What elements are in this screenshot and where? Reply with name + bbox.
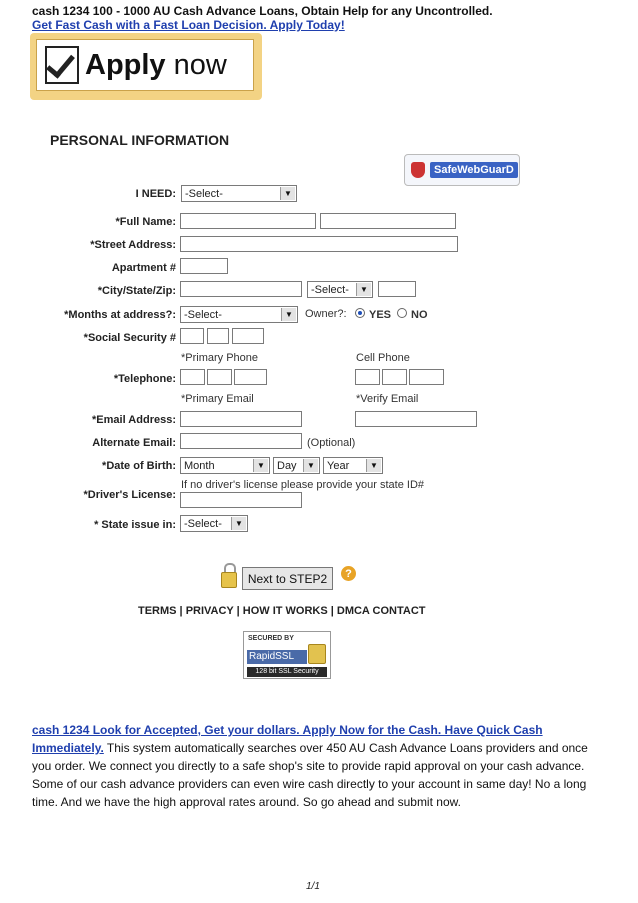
verify-email-input[interactable] (355, 411, 477, 427)
alt-email-input[interactable] (180, 433, 302, 449)
need-select[interactable]: -Select- ▼ (181, 185, 297, 202)
owner-yes-label: YES (369, 309, 392, 321)
ssn-part1-input[interactable] (180, 328, 204, 344)
ssn-label: *Social Security # (83, 332, 176, 344)
months-label: *Months at address?: (64, 309, 176, 321)
telephone-label: *Telephone: (113, 373, 176, 385)
page-number: 1/1 (306, 881, 320, 892)
city-state-zip-label: *City/State/Zip: (97, 285, 176, 297)
license-note: If no driver's license please provide your state ID# (181, 479, 424, 491)
months-select[interactable]: -Select- ▼ (180, 306, 298, 323)
chevron-down-icon: ▼ (253, 459, 268, 472)
street-label: *Street Address: (90, 239, 176, 251)
section-title: PERSONAL INFORMATION (50, 132, 230, 148)
license-input[interactable] (180, 492, 302, 508)
now-word: now (173, 48, 227, 81)
ssn-part3-input[interactable] (232, 328, 264, 344)
owner-label: Owner?: (305, 308, 347, 320)
body-paragraph (32, 721, 606, 811)
dob-month-select[interactable]: Month ▼ (180, 457, 270, 474)
verify-email-hint: *Verify Email (356, 393, 419, 405)
email-label: *Email Address: (92, 414, 176, 426)
primary-phone-prefix-input[interactable] (207, 369, 232, 385)
state-select[interactable]: -Select- ▼ (307, 281, 373, 298)
apply-now-link[interactable]: cash 1234 Look for Accepted, Get your dollars. Apply Now for the Cash. Have Quick Cash Immediately. (32, 723, 543, 755)
optional-hint: (Optional) (307, 437, 356, 449)
padlock-icon (308, 644, 326, 664)
owner-no-label: NO (411, 309, 428, 321)
next-step-button[interactable]: Next to STEP2 (242, 567, 333, 590)
last-name-input[interactable] (320, 213, 456, 229)
owner-no-radio[interactable] (397, 308, 407, 318)
apply-word: Apply (85, 48, 166, 81)
alt-email-label: Alternate Email: (92, 437, 176, 449)
apartment-input[interactable] (180, 258, 228, 274)
apply-today-link[interactable]: Get Fast Cash with a Fast Loan Decision. Apply Today! (32, 18, 345, 32)
lock-icon (221, 563, 237, 588)
help-icon[interactable]: ? (341, 566, 356, 581)
cell-phone-hint: Cell Phone (356, 352, 410, 364)
ssn-part2-input[interactable] (207, 328, 229, 344)
cell-phone-prefix-input[interactable] (382, 369, 407, 385)
city-input[interactable] (180, 281, 302, 297)
checkbox-icon (45, 46, 79, 84)
rapidssl-seal: SECURED BY RapidSSL 128 bit SSL Security (243, 631, 331, 679)
dob-label: *Date of Birth: (102, 460, 176, 472)
cell-phone-line-input[interactable] (409, 369, 444, 385)
page-title: cash 1234 100 - 1000 AU Cash Advance Loans, Obtain Help for any Uncontrolled. (32, 4, 493, 18)
street-input[interactable] (180, 236, 458, 252)
primary-phone-area-input[interactable] (180, 369, 205, 385)
chevron-down-icon: ▼ (280, 187, 295, 200)
chevron-down-icon: ▼ (356, 283, 371, 296)
license-label: *Driver's License: (83, 489, 176, 501)
chevron-down-icon: ▼ (281, 308, 296, 321)
need-label: I NEED: (135, 188, 176, 200)
primary-email-hint: *Primary Email (181, 393, 254, 405)
dob-year-select[interactable]: Year ▼ (323, 457, 383, 474)
full-name-label: *Full Name: (115, 216, 176, 228)
chevron-down-icon: ▼ (231, 517, 246, 530)
zip-input[interactable] (378, 281, 416, 297)
safewebguard-badge: SafeWebGuarD (404, 154, 520, 186)
chevron-down-icon: ▼ (366, 459, 381, 472)
state-issue-select[interactable]: -Select- ▼ (180, 515, 248, 532)
cell-phone-area-input[interactable] (355, 369, 380, 385)
apartment-label: Apartment # (111, 262, 176, 274)
apply-now-banner[interactable] (30, 33, 262, 100)
email-input[interactable] (180, 411, 302, 427)
dob-day-select[interactable]: Day ▼ (273, 457, 320, 474)
primary-phone-line-input[interactable] (234, 369, 267, 385)
owner-yes-radio[interactable] (355, 308, 365, 318)
primary-phone-hint: *Primary Phone (181, 352, 259, 364)
shield-icon (411, 162, 425, 178)
footer-links[interactable]: TERMS | PRIVACY | HOW IT WORKS | DMCA CONTACT (138, 605, 426, 617)
body-text: This system automatically searches over 450 AU Cash Advance Loans providers and once you order. We connect you directly to a safe shop's site to provide rapid approval on your cash advance. Some of our cash advance providers can even wire cash directly to your account in same day! No a long time. And we have the high approval rates around. So go ahead and submit now. (32, 741, 588, 809)
state-issue-label: * State issue in: (94, 519, 176, 531)
first-name-input[interactable] (180, 213, 316, 229)
chevron-down-icon: ▼ (303, 459, 318, 472)
